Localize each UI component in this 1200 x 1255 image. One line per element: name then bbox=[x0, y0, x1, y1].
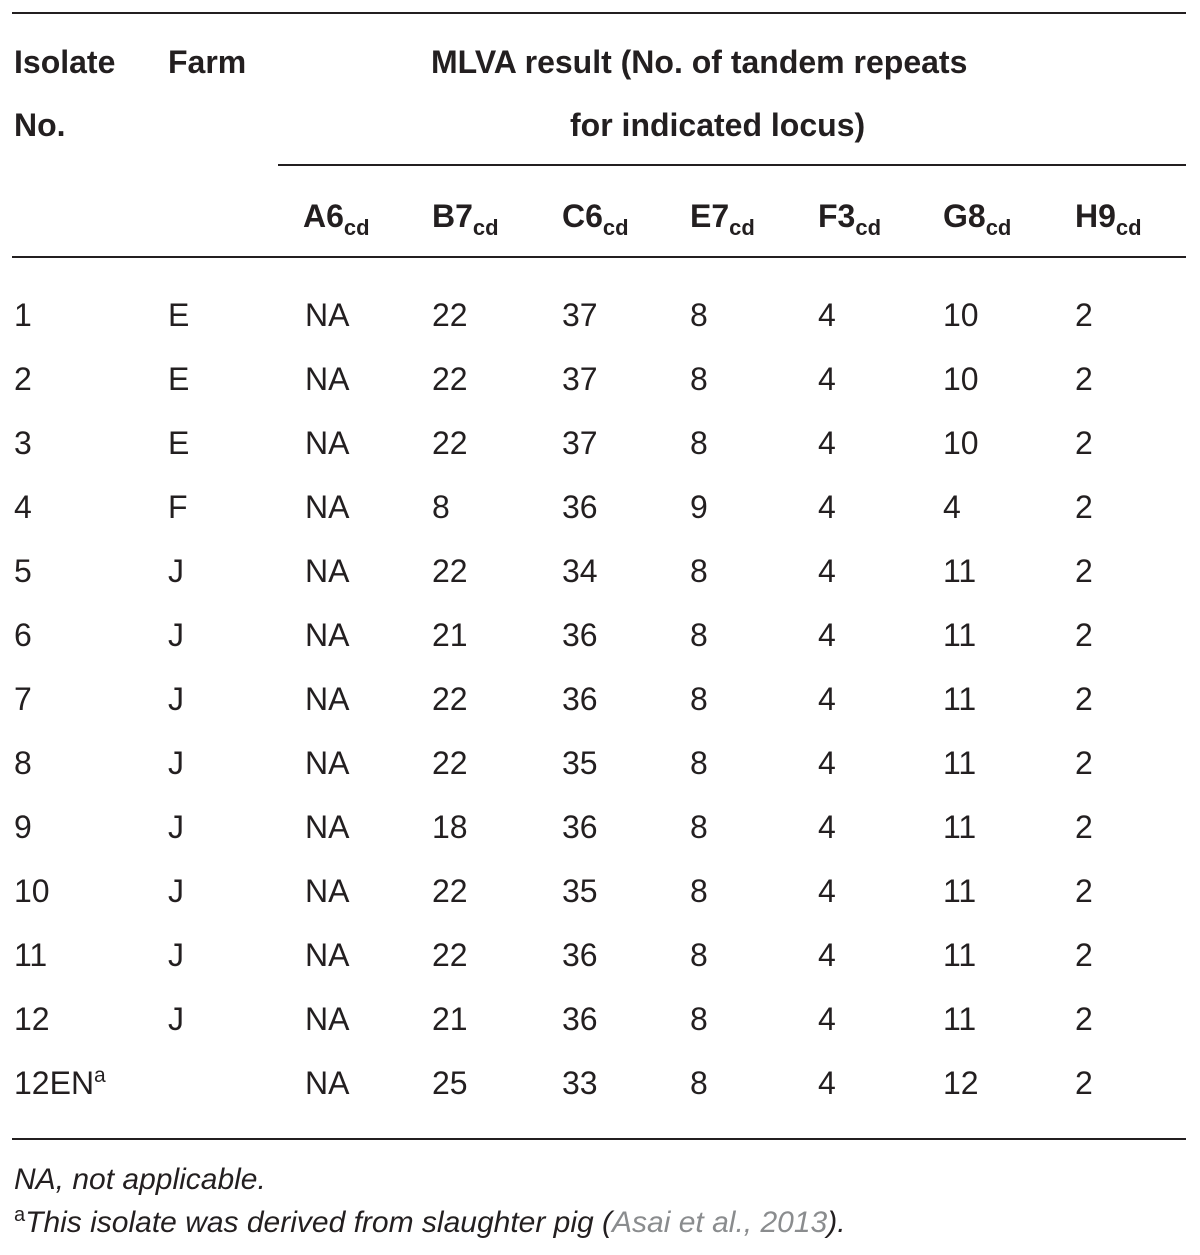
locus-value-cell: 2 bbox=[1075, 617, 1093, 653]
locus-header-main: F3 bbox=[818, 198, 856, 234]
locus-value-cell: 36 bbox=[562, 489, 598, 525]
locus-value-cell: 4 bbox=[818, 1001, 836, 1037]
isolate-number: 2 bbox=[14, 361, 32, 397]
locus-value-cell: 11 bbox=[943, 617, 977, 653]
locus-value-cell: NA bbox=[305, 297, 350, 333]
header-mlva-line1: MLVA result (No. of tandem repeats bbox=[431, 44, 968, 80]
locus-value-cell: 8 bbox=[690, 425, 708, 461]
locus-value-cell: 33 bbox=[562, 1065, 598, 1101]
locus-value-cell: 36 bbox=[562, 617, 598, 653]
locus-value-cell: 4 bbox=[818, 553, 836, 589]
locus-value-cell: 8 bbox=[690, 873, 708, 909]
isolate-cell bbox=[14, 297, 32, 333]
locus-value-cell: 2 bbox=[1075, 489, 1093, 525]
table-bottom-rule bbox=[12, 1138, 1186, 1140]
locus-value-cell: NA bbox=[305, 1065, 350, 1101]
locus-value-cell: NA bbox=[305, 681, 350, 717]
locus-value-cell: 10 bbox=[943, 425, 979, 461]
isolate-cell bbox=[14, 553, 32, 589]
farm-cell: J bbox=[168, 937, 184, 973]
isolate-cell bbox=[14, 745, 32, 781]
locus-header-subscript: cd bbox=[602, 215, 629, 240]
locus-value-cell: NA bbox=[305, 745, 350, 781]
isolate-cell bbox=[14, 1065, 106, 1106]
header-isolate-line1: Isolate bbox=[14, 44, 116, 80]
isolate-footnote-marker: a bbox=[94, 1064, 106, 1087]
isolate-cell bbox=[14, 361, 32, 397]
footnote-a-text: This isolate was derived from slaughter pig ( bbox=[25, 1206, 613, 1239]
locus-value-cell: 2 bbox=[1075, 297, 1093, 333]
isolate-number: 10 bbox=[14, 873, 50, 909]
locus-value-cell: NA bbox=[305, 361, 350, 397]
locus-value-cell: 8 bbox=[690, 1065, 708, 1101]
locus-header-subscript: cd bbox=[343, 215, 370, 240]
header-mlva-line2: for indicated locus) bbox=[570, 107, 866, 143]
isolate-cell bbox=[14, 425, 32, 461]
locus-value-cell: 4 bbox=[818, 937, 836, 973]
locus-value-cell: 8 bbox=[690, 617, 708, 653]
locus-header-main: E7 bbox=[690, 198, 730, 234]
locus-value-cell: 8 bbox=[690, 297, 708, 333]
locus-value-cell: 2 bbox=[1075, 681, 1093, 717]
farm-cell: J bbox=[168, 873, 184, 909]
locus-value-cell: 11 bbox=[943, 809, 977, 845]
locus-value-cell: 2 bbox=[1075, 809, 1093, 845]
locus-value-cell: 35 bbox=[562, 745, 598, 781]
locus-value-cell: 11 bbox=[943, 745, 977, 781]
isolate-number: 3 bbox=[14, 425, 32, 461]
locus-value-cell: 8 bbox=[690, 1001, 708, 1037]
header-bottom-rule bbox=[12, 256, 1186, 258]
isolate-cell bbox=[14, 809, 32, 845]
isolate-cell bbox=[14, 681, 32, 717]
locus-value-cell: 11 bbox=[943, 553, 977, 589]
locus-value-cell: 21 bbox=[432, 1001, 468, 1037]
locus-value-cell: 4 bbox=[818, 361, 836, 397]
farm-cell: E bbox=[168, 361, 190, 397]
locus-value-cell: NA bbox=[305, 873, 350, 909]
locus-value-cell: 2 bbox=[1075, 361, 1093, 397]
locus-value-cell: 22 bbox=[432, 297, 468, 333]
locus-value-cell: 10 bbox=[943, 361, 979, 397]
farm-cell: F bbox=[168, 489, 188, 525]
locus-value-cell: 2 bbox=[1075, 425, 1093, 461]
locus-value-cell: 11 bbox=[943, 937, 977, 973]
locus-value-cell: 10 bbox=[943, 297, 979, 333]
farm-cell: J bbox=[168, 1001, 184, 1037]
isolate-number: 11 bbox=[14, 937, 48, 973]
isolate-cell bbox=[14, 1001, 50, 1037]
locus-value-cell: 22 bbox=[432, 681, 468, 717]
isolate-cell bbox=[14, 617, 32, 653]
locus-value-cell: 8 bbox=[690, 937, 708, 973]
isolate-number: 4 bbox=[14, 489, 32, 525]
farm-cell: E bbox=[168, 297, 190, 333]
locus-value-cell: 37 bbox=[562, 425, 598, 461]
locus-value-cell: 11 bbox=[943, 681, 977, 717]
locus-value-cell: 4 bbox=[818, 297, 836, 333]
locus-header bbox=[818, 198, 881, 238]
locus-value-cell: 2 bbox=[1075, 1001, 1093, 1037]
farm-cell: J bbox=[168, 553, 184, 589]
footnote-na: NA, not applicable. bbox=[14, 1163, 266, 1196]
table-top-rule bbox=[12, 12, 1186, 14]
locus-header bbox=[562, 198, 629, 238]
locus-value-cell: NA bbox=[305, 425, 350, 461]
farm-cell: E bbox=[168, 425, 190, 461]
locus-value-cell: 4 bbox=[818, 425, 836, 461]
farm-cell: J bbox=[168, 617, 184, 653]
locus-value-cell: 4 bbox=[818, 681, 836, 717]
isolate-number: 12 bbox=[14, 1001, 50, 1037]
locus-value-cell: 4 bbox=[818, 489, 836, 525]
locus-value-cell: 22 bbox=[432, 553, 468, 589]
locus-header-subscript: cd bbox=[855, 215, 882, 240]
locus-value-cell: 36 bbox=[562, 937, 598, 973]
isolate-number: 5 bbox=[14, 553, 32, 589]
locus-value-cell: 22 bbox=[432, 873, 468, 909]
isolate-number: 12EN bbox=[14, 1065, 95, 1101]
isolate-number: 9 bbox=[14, 809, 32, 845]
locus-header bbox=[690, 198, 755, 238]
locus-value-cell: 12 bbox=[943, 1065, 979, 1101]
farm-cell: J bbox=[168, 809, 184, 845]
mlva-spanner-rule bbox=[278, 164, 1186, 166]
locus-value-cell: NA bbox=[305, 617, 350, 653]
locus-value-cell: 22 bbox=[432, 425, 468, 461]
locus-value-cell: 22 bbox=[432, 937, 468, 973]
isolate-number: 8 bbox=[14, 745, 32, 781]
footnote-a-marker: a bbox=[14, 1204, 26, 1226]
isolate-cell bbox=[14, 937, 47, 973]
locus-value-cell: NA bbox=[305, 809, 350, 845]
footnote-a bbox=[14, 1206, 846, 1240]
isolate-cell bbox=[14, 489, 32, 525]
locus-value-cell: 4 bbox=[818, 745, 836, 781]
locus-value-cell: 18 bbox=[432, 809, 468, 845]
locus-header-main: G8 bbox=[943, 198, 986, 234]
locus-value-cell: 2 bbox=[1075, 873, 1093, 909]
header-farm: Farm bbox=[168, 44, 247, 80]
locus-value-cell: 8 bbox=[690, 361, 708, 397]
footnote-a-citation[interactable]: Asai et al., 2013 bbox=[612, 1206, 828, 1239]
locus-value-cell: 37 bbox=[562, 361, 598, 397]
locus-value-cell: 22 bbox=[432, 361, 468, 397]
footnote-a-close: ). bbox=[827, 1206, 846, 1239]
locus-value-cell: 11 bbox=[943, 873, 977, 909]
locus-value-cell: 8 bbox=[690, 809, 708, 845]
locus-value-cell: 2 bbox=[1075, 937, 1093, 973]
locus-header-subscript: cd bbox=[729, 215, 755, 240]
locus-value-cell: 4 bbox=[818, 1065, 836, 1101]
locus-value-cell: 8 bbox=[690, 745, 708, 781]
locus-value-cell: 36 bbox=[562, 681, 598, 717]
locus-header bbox=[1075, 198, 1142, 238]
locus-header bbox=[943, 198, 1011, 238]
locus-value-cell: 22 bbox=[432, 745, 468, 781]
locus-header-main: H9 bbox=[1075, 198, 1116, 234]
locus-value-cell: 36 bbox=[562, 809, 598, 845]
locus-value-cell: NA bbox=[305, 937, 350, 973]
locus-value-cell: 34 bbox=[562, 553, 598, 589]
locus-value-cell: 4 bbox=[943, 489, 961, 525]
locus-header-subscript: cd bbox=[985, 215, 1012, 240]
farm-cell: J bbox=[168, 681, 184, 717]
locus-value-cell: NA bbox=[305, 1001, 350, 1037]
locus-value-cell: 4 bbox=[818, 873, 836, 909]
locus-value-cell: 8 bbox=[690, 553, 708, 589]
locus-value-cell: 25 bbox=[432, 1065, 468, 1101]
isolate-number: 1 bbox=[14, 297, 32, 333]
locus-header-subscript: cd bbox=[472, 215, 499, 240]
locus-value-cell: NA bbox=[305, 489, 350, 525]
locus-value-cell: 37 bbox=[562, 297, 598, 333]
isolate-cell bbox=[14, 873, 50, 909]
locus-value-cell: 11 bbox=[943, 1001, 977, 1037]
locus-value-cell: 2 bbox=[1075, 745, 1093, 781]
locus-value-cell: 2 bbox=[1075, 1065, 1093, 1101]
locus-value-cell: 36 bbox=[562, 1001, 598, 1037]
locus-value-cell: 21 bbox=[432, 617, 468, 653]
locus-value-cell: 8 bbox=[690, 681, 708, 717]
locus-header bbox=[432, 198, 499, 238]
farm-cell: J bbox=[168, 745, 184, 781]
isolate-number: 7 bbox=[14, 681, 32, 717]
header-isolate-line2: No. bbox=[14, 107, 66, 143]
locus-header-main: B7 bbox=[432, 198, 473, 234]
locus-value-cell: 4 bbox=[818, 617, 836, 653]
locus-value-cell: 2 bbox=[1075, 553, 1093, 589]
locus-header-main: A6 bbox=[303, 198, 344, 234]
locus-value-cell: 9 bbox=[690, 489, 708, 525]
locus-value-cell: 35 bbox=[562, 873, 598, 909]
locus-header bbox=[303, 198, 370, 238]
locus-header-main: C6 bbox=[562, 198, 603, 234]
isolate-number: 6 bbox=[14, 617, 32, 653]
locus-value-cell: 8 bbox=[432, 489, 450, 525]
locus-value-cell: 4 bbox=[818, 809, 836, 845]
locus-header-subscript: cd bbox=[1115, 215, 1142, 240]
locus-value-cell: NA bbox=[305, 553, 350, 589]
